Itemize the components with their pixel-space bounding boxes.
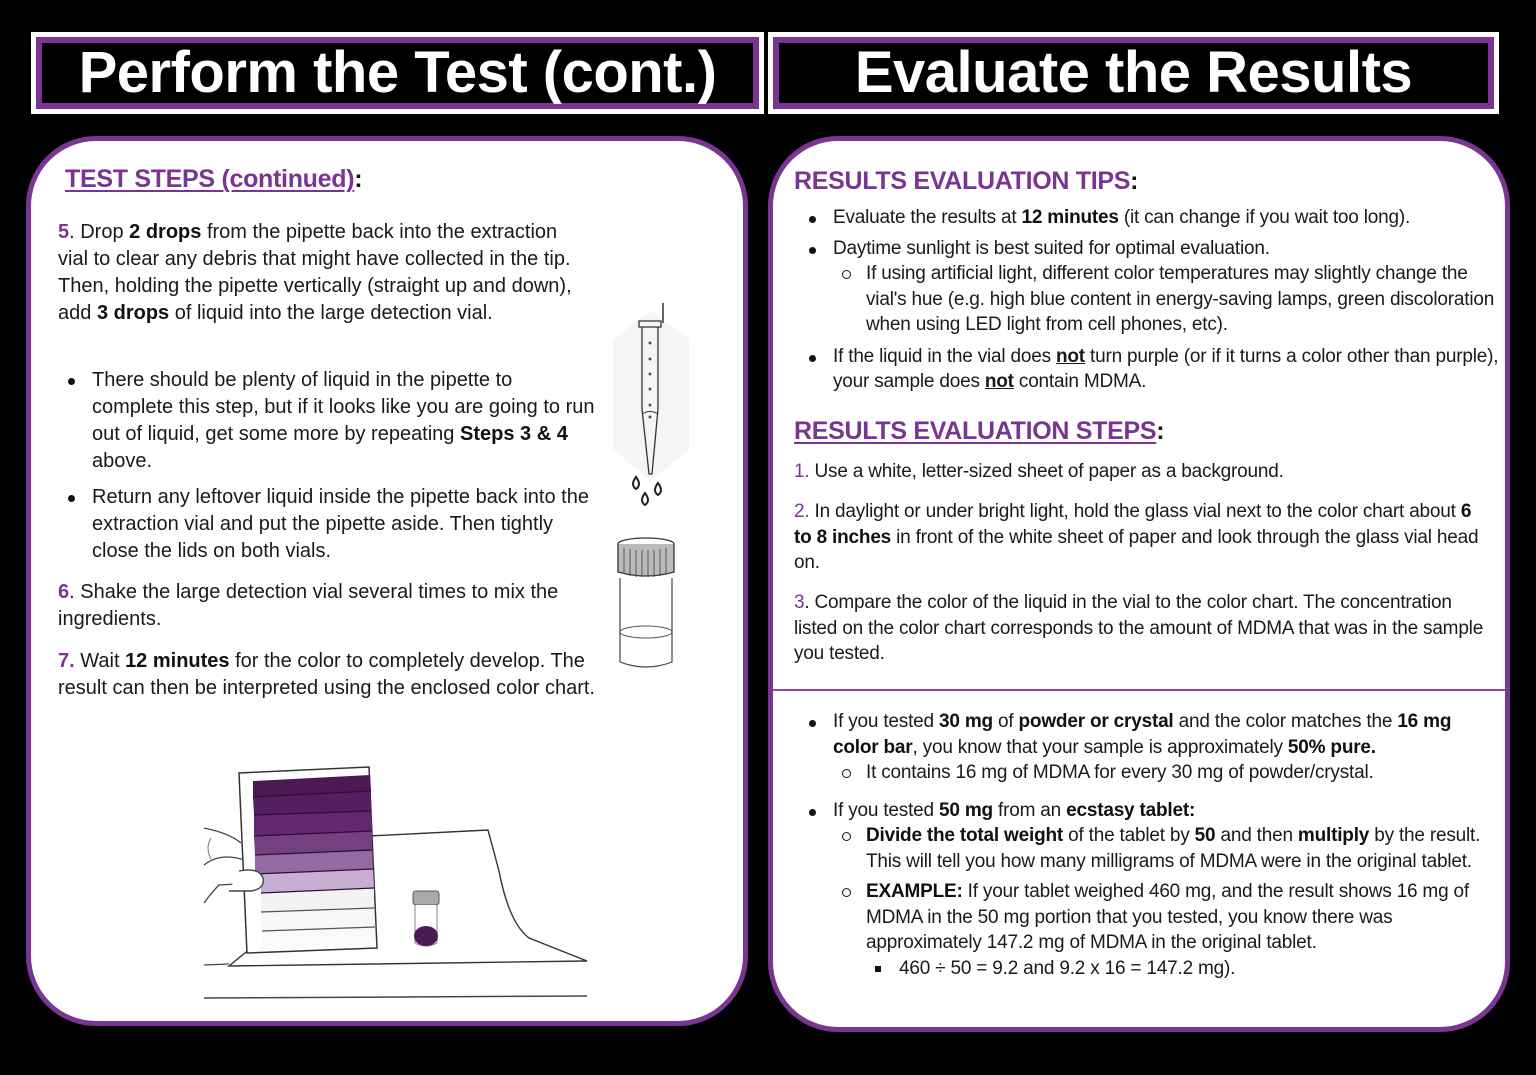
calculation-text: 460 ÷ 50 = 9.2 and 9.2 x 16 = 147.2 mg). [899, 957, 1236, 979]
section-divider [773, 689, 1505, 691]
sub-list-item [833, 760, 1499, 786]
results-steps-heading-text: RESULTS EVALUATION STEPS [794, 417, 1157, 445]
example-bold: multiply [1297, 825, 1370, 846]
step-number: 2. [794, 501, 810, 522]
example-text: and the color matches the [1173, 711, 1398, 732]
page-title-perform-test: Perform the Test (cont.) [78, 40, 717, 105]
step-text: from the pipette back into the extraction vial to clear any debris that might have collected in the tip. Then, holding the pipette vertically (straight up and down), add [58, 221, 572, 324]
list-item [799, 344, 1499, 395]
eval-step-3 [794, 590, 1484, 667]
bullet-text: There should be plenty of liquid in the pipette to complete this step, but if it looks like you are going to run out of liquid, get some more by repeating [92, 369, 595, 445]
list-item [799, 798, 1499, 982]
left-title-frame [36, 37, 759, 109]
tip-text: turn purple (or if it turns a color other than purple), your sample does [833, 345, 1499, 392]
tip-text: Daytime sunlight is best suited for optimal evaluation. [833, 237, 1270, 259]
step-number: 6 [58, 581, 70, 603]
results-tips-heading [794, 167, 1138, 196]
step-text: Use a white, letter-sized sheet of paper as a background. [809, 461, 1284, 482]
example-text: , you know that your sample is approximately [912, 736, 1288, 758]
step-6 [58, 579, 598, 633]
step-number: 7. [58, 650, 75, 672]
sub-list-item [833, 823, 1499, 874]
example-text: from an [992, 799, 1067, 821]
page-title-evaluate-results: Evaluate the Results [854, 40, 1413, 105]
sub-list [833, 760, 1499, 786]
step-text: in front of the white sheet of paper and look through the glass vial head on. [794, 526, 1479, 573]
list-item [799, 205, 1499, 231]
sub-sub-list [866, 956, 1499, 982]
example-text: If you tested [833, 799, 939, 821]
tip-emphasis: not [984, 371, 1014, 392]
example-text: If you tested [833, 711, 939, 732]
step-bold: 2 drops [129, 221, 202, 243]
detection-vial-icon [611, 534, 681, 674]
step-text: Wait [74, 650, 126, 672]
step-number: 5 [58, 221, 70, 243]
step-text: In daylight or under bright light, hold the glass vial next to the color chart about [809, 501, 1461, 522]
tip-text: If the liquid in the vial does [833, 345, 1056, 367]
example-bold: 16 mg color bar [833, 711, 1452, 758]
step-7 [58, 648, 598, 702]
step-text: of liquid into the large detection vial. [169, 302, 493, 324]
list-item [58, 484, 598, 565]
example-bold: 50 [1194, 825, 1216, 846]
heading-colon: : [1156, 417, 1165, 445]
step-number: 3 [794, 592, 805, 613]
step-text: . Shake the large detection vial several times to mix the ingredients. [58, 581, 559, 630]
example-text: of [992, 711, 1019, 732]
example-text: of the tablet by [1063, 825, 1195, 846]
sub-list-item [833, 879, 1499, 981]
sub-list-item [833, 261, 1499, 338]
step-bold: 3 drops [96, 302, 170, 324]
bullet-text: Return any leftover liquid inside the pipette back into the extraction vial and put the pipette aside. Then tightly close the lids on both vials. [92, 486, 589, 562]
tip-text: Evaluate the results at [833, 207, 1022, 228]
tip-text: contain MDMA. [1013, 371, 1147, 392]
pipette-with-drops-icon [601, 299, 701, 519]
example-subtext: It contains 16 mg of MDMA for every 30 mg of powder/crystal. [866, 762, 1374, 783]
step-5-bullets [58, 367, 598, 573]
step-text: . Compare the color of the liquid in the vial to the color chart. The concentration listed on the color chart corresponds to the amount of MDMA that was in the sample you tested. [794, 592, 1484, 664]
right-title-frame [773, 37, 1494, 109]
heading-colon: : [1130, 167, 1139, 195]
color-chart-comparison-illustration [199, 753, 619, 1013]
tip-bold: 12 minutes [1021, 207, 1119, 228]
sub-list [833, 823, 1499, 981]
step-number: 1. [794, 461, 810, 482]
step-5 [58, 219, 578, 327]
tip-subtext: If using artificial light, different color temperatures may slightly change the vial's hue (e.g. high blue content in energy-saving lamps, green discoloration when using LED light from cell phones, etc). [866, 263, 1495, 335]
example-text: If your tablet weighed 460 mg, and the result shows 16 mg of MDMA in the 50 mg portion that you tested, you know there was approximately 147.2 mg of MDMA in the original tablet. [866, 881, 1469, 953]
results-tips-list [799, 205, 1499, 403]
bullet-bold: Steps 3 & 4 [460, 423, 568, 445]
example-bold: ecstasy tablet: [1066, 799, 1196, 821]
sub-sub-list-item [866, 956, 1499, 982]
list-item [799, 236, 1499, 338]
example-text: and then [1215, 825, 1298, 846]
example-bold: EXAMPLE: [866, 881, 963, 902]
test-steps-heading-text: TEST STEPS (continued) [65, 165, 355, 193]
step-text: for the color to completely develop. The result can then be interpreted using the enclosed color chart. [58, 650, 595, 699]
eval-step-2 [794, 499, 1484, 576]
tip-emphasis: not [1056, 345, 1085, 367]
sub-list [833, 261, 1499, 338]
step-bold: 6 to 8 inches [794, 501, 1472, 548]
bullet-text: above. [92, 450, 153, 472]
test-steps-heading [65, 165, 362, 194]
eval-step-1 [794, 459, 1494, 485]
step-bold: 12 minutes [125, 650, 230, 672]
results-tips-heading-text: RESULTS EVALUATION TIPS [794, 167, 1131, 195]
example-bold: Divide the total weight [866, 825, 1064, 846]
example-bold: 50% pure. [1287, 736, 1376, 758]
evaluate-results-panel [768, 136, 1510, 1032]
heading-colon: : [354, 165, 363, 193]
example-bold: 50 mg [939, 799, 993, 821]
example-bold: 30 mg [939, 711, 993, 732]
test-steps-panel [26, 136, 748, 1026]
list-item [799, 709, 1499, 786]
example-text: by the result. This will tell you how many milligrams of MDMA were in the original tablet. [866, 825, 1481, 872]
example-bold: powder or crystal [1018, 711, 1174, 732]
examples-list [799, 709, 1499, 989]
right-title-box [768, 32, 1499, 114]
left-title-box [31, 32, 764, 114]
results-steps-heading [794, 417, 1164, 446]
step-text: . Drop [69, 221, 130, 243]
list-item [58, 367, 598, 475]
tip-text: (it can change if you wait too long). [1118, 207, 1411, 228]
